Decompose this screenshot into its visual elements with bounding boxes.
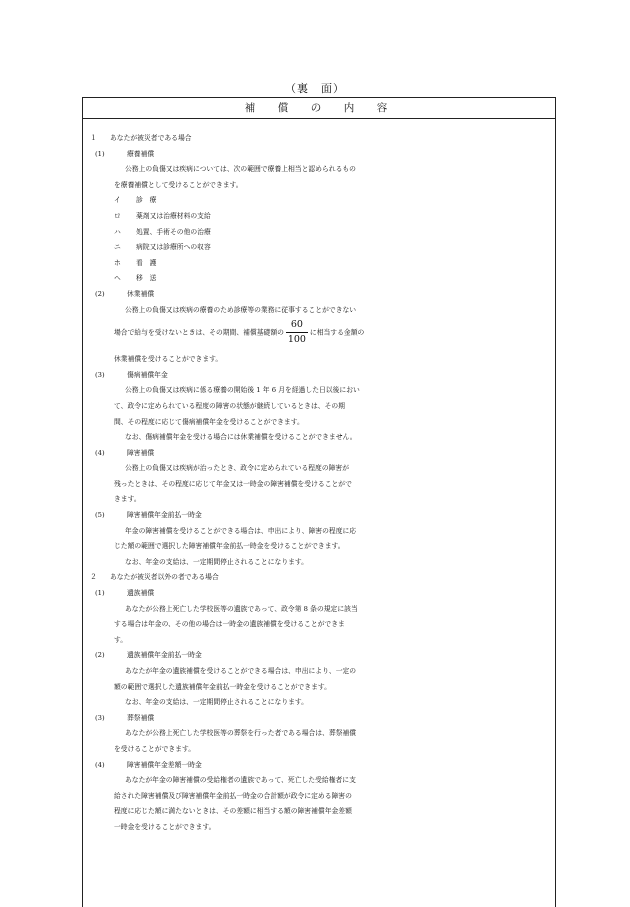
- paragraph-line: す。: [114, 635, 128, 644]
- paragraph-line: 公務上の負傷又は疾病に係る療養の開始後 1 年 6 月を経過した日以後におい: [125, 386, 360, 395]
- subsection-title: 療養補償: [127, 149, 155, 158]
- subsection-heading: [83, 368, 557, 384]
- subsection-title: 遺族補償: [127, 589, 155, 598]
- page-header: （裏 面）: [285, 82, 345, 95]
- list-item: [83, 240, 557, 256]
- paragraph-line: 間、その程度に応じて傷病補償年金を受けることができます。: [114, 417, 304, 426]
- subsection-number: (5): [95, 511, 105, 520]
- subsection-number: (4): [95, 760, 105, 769]
- paragraph-line: 年金の障害補償を受けることができる場合は、申出により、障害の程度に応: [125, 526, 357, 535]
- frame-title: 補 償 の 内 容: [83, 98, 555, 119]
- item-mark: ニ: [114, 243, 121, 252]
- subsection-number: (2): [95, 289, 105, 298]
- list-item: [83, 271, 557, 287]
- subsection-heading: [83, 508, 557, 524]
- paragraph-line-with-fraction: [83, 318, 557, 352]
- item-text: 移 送: [136, 274, 157, 283]
- item-text: 診 療: [136, 196, 157, 205]
- item-text: 看 護: [136, 258, 157, 267]
- item-mark: ヘ: [114, 274, 121, 283]
- paragraph-line: 公務上の負傷又は疾病が治ったとき、政令に定められている程度の障害が: [125, 464, 350, 473]
- paragraph-line: を受けることができます。: [114, 744, 196, 753]
- subsection-title: 傷病補償年金: [127, 370, 168, 379]
- subsection-title: 遺族補償年金前払一時金: [127, 651, 202, 660]
- section-number: ２: [90, 573, 97, 582]
- subsection-title: 障害補償: [127, 448, 155, 457]
- paragraph-line: あなたが年金の障害補償の受給権者の遺族であって、死亡した受給権者に支: [125, 776, 356, 785]
- subsection-heading: [83, 287, 557, 303]
- fraction-numerator: 60: [286, 318, 308, 333]
- fraction-denominator: 100: [287, 334, 306, 346]
- subsection-number: (4): [95, 448, 105, 457]
- subsection-number: (2): [95, 651, 105, 660]
- subsection-title: 障害補償年金前払一時金: [127, 511, 202, 520]
- subsection-heading: [83, 648, 557, 664]
- subsection-number: (1): [95, 589, 105, 598]
- paragraph-line: 程度に応じた額に満たないときは、その差額に相当する額の障害補償年金差額: [114, 807, 352, 816]
- subsection-title: 障害補償年金差額一時金: [127, 760, 202, 769]
- item-mark: ロ: [114, 211, 121, 220]
- subsection-title: 葬祭補償: [127, 713, 155, 722]
- subsection-heading: [83, 147, 557, 163]
- paragraph-line: あなたが公務上死亡した学校医等の葬祭を行った者である場合は、葬祭補償: [125, 729, 357, 738]
- paragraph-line: 公務上の負傷又は疾病の療養のため診療等の業務に従事することができない: [125, 305, 357, 314]
- paragraph-line: なお、年金の支給は、一定期間停止されることになります。: [125, 557, 308, 566]
- subsection-title: 休業補償: [127, 289, 155, 298]
- list-item: [83, 193, 557, 209]
- paragraph-text: 場合で給与を受けないときは、その期間、補償基礎額の: [114, 328, 284, 337]
- subsection-heading: [83, 446, 557, 462]
- paragraph-line: きます。: [114, 495, 141, 504]
- paragraph-line: て、政令に定められている程度の障害の状態が継続しているときは、その期: [114, 401, 345, 410]
- paragraph-line: 公務上の負傷又は疾病については、次の範囲で療養上相当と認められるもの: [125, 165, 356, 174]
- section-2-heading: [83, 570, 557, 586]
- paragraph-line: なお、傷病補償年金を受ける場合には休業補償を受けることができません。: [125, 433, 357, 442]
- paragraph-line: じた額の範囲で選択した障害補償年金前払一時金を受けることができます。: [114, 542, 345, 551]
- paragraph-text: に相当する金額の: [309, 328, 365, 337]
- paragraph-line: なお、年金の支給は、一定期間停止されることになります。: [125, 698, 308, 707]
- document-body: [83, 131, 557, 836]
- subsection-heading: [83, 758, 557, 774]
- item-text: 病院又は診療所への収容: [136, 243, 211, 252]
- section-title: あなたが被災者である場合: [110, 134, 192, 142]
- subsection-number: (3): [95, 370, 105, 379]
- section-1-heading: [83, 131, 557, 147]
- paragraph-line: あなたが公務上死亡した学校医等の遺族であって、政令第 8 条の規定に該当: [125, 604, 358, 613]
- fraction: [286, 318, 308, 347]
- paragraph-line: を療養補償として受けることができます。: [114, 180, 243, 189]
- subsection-heading: [83, 711, 557, 727]
- paragraph-line: 休業補償を受けることができます。: [114, 355, 223, 364]
- paragraph-line: 給された障害補償及び障害補償年金前払一時金の合計額が政令に定める障害の: [114, 791, 352, 800]
- content-frame: [82, 97, 556, 907]
- item-mark: ホ: [114, 258, 121, 267]
- paragraph-line: する場合は年金の、その他の場合は一時金の遺族補償を受けることができま: [114, 620, 345, 629]
- paragraph-line: 残ったときは、その程度に応じて年金又は一時金の障害補償を受けることがで: [114, 479, 352, 488]
- paragraph-line: 額の範囲で選択した遺族補償年金前払一時金を受けることができます。: [114, 682, 331, 691]
- paragraph-line: あなたが年金の遺族補償を受けることができる場合は、申出により、一定の: [125, 667, 357, 675]
- subsection-number: (1): [95, 149, 105, 158]
- list-item: [83, 209, 557, 225]
- item-text: 薬剤又は治療材料の支給: [136, 211, 211, 220]
- item-text: 処置、手術その他の治療: [136, 227, 211, 236]
- list-item: [83, 225, 557, 241]
- subsection-number: (3): [95, 713, 105, 722]
- item-mark: イ: [114, 196, 121, 205]
- paragraph-line: 一時金を受けることができます。: [114, 822, 216, 831]
- list-item: [83, 256, 557, 272]
- section-title: あなたが被災者以外の者である場合: [110, 573, 219, 582]
- item-mark: ハ: [114, 227, 121, 236]
- subsection-heading: [83, 586, 557, 602]
- section-number: １: [90, 134, 97, 142]
